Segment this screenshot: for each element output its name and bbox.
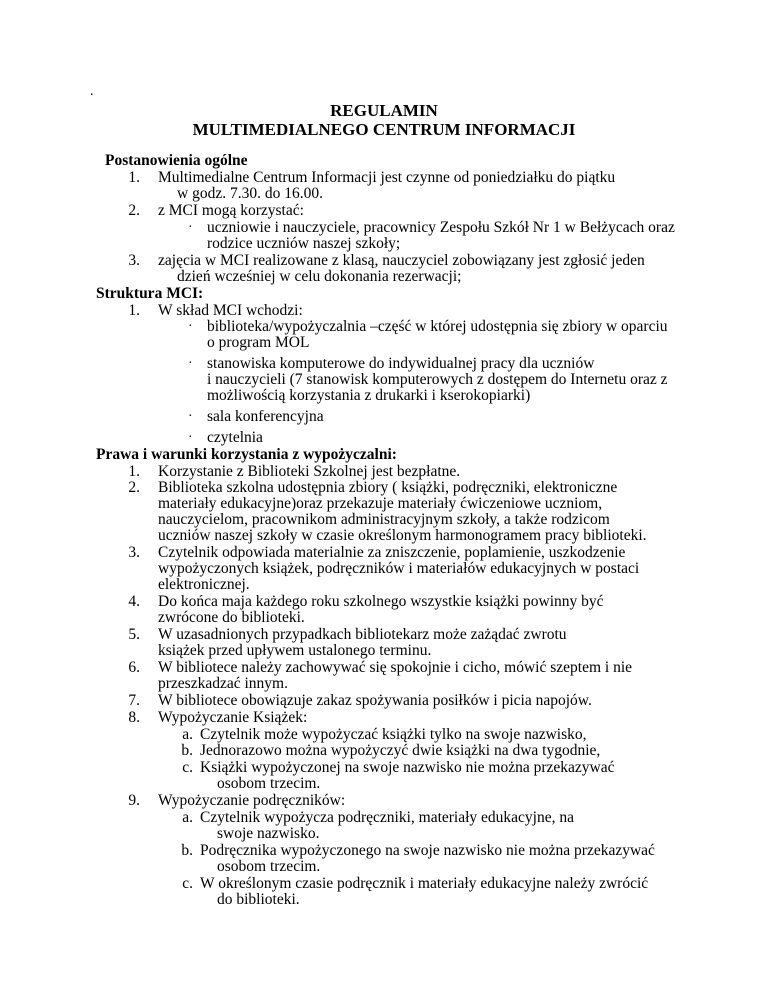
list-number: 9.: [128, 792, 140, 809]
sublist-letter: c.: [182, 759, 193, 776]
sublist-line: W określonym czasie podręcznik i materiały edukacyjne należy zwrócić: [200, 875, 649, 892]
bullet-line: biblioteka/wypożyczalnia –część w której udostępnia się zbiory w oparciu: [207, 318, 668, 335]
list-number: 1.: [128, 463, 140, 480]
document-subtitle: MULTIMEDIALNEGO CENTRUM INFORMACJI: [192, 120, 576, 139]
bullet: ·: [188, 220, 193, 235]
list-item-line: W bibliotece należy zachowywać się spokojnie i cicho, mówić szeptem i nie: [158, 659, 633, 676]
sublist-letter: a.: [182, 809, 193, 826]
list-item-line: Wypożyczanie Książek:: [158, 709, 308, 726]
list-item-line: w godz. 7.30. do 16.00.: [177, 185, 323, 202]
list-number: 3.: [128, 252, 140, 269]
list-item-line: Biblioteka szkolna udostępnia zbiory ( książki, podręczniki, elektroniczne: [158, 479, 618, 496]
sublist-line: swoje nazwisko.: [217, 825, 320, 842]
section-heading-rights: Prawa i warunki korzystania z wypożyczalni:: [96, 446, 397, 463]
list-item-line: nauczycielom, pracownikom administracyjnym szkoły, a także rodzicom: [158, 511, 610, 528]
list-item-line: zwrócone do biblioteki.: [158, 609, 305, 626]
list-number: 8.: [128, 709, 140, 726]
bullet-line: uczniowie i nauczyciele, pracownicy Zespołu Szkół Nr 1 w Bełżycach oraz: [207, 219, 675, 236]
section-heading-structure: Struktura MCI:: [96, 285, 204, 302]
sublist-line: do biblioteki.: [217, 891, 300, 908]
bullet-line: i nauczycieli (7 stanowisk komputerowych z dostępem do Internetu oraz z: [207, 371, 668, 388]
bullet: ·: [188, 356, 193, 371]
list-item-line: materiały edukacyjne)oraz przekazuje materiały ćwiczeniowe uczniom,: [158, 495, 603, 512]
sublist-line: Jednorazowo można wypożyczyć dwie książki na dwa tygodnie,: [200, 742, 601, 759]
bullet-line: stanowiska komputerowe do indywidualnej pracy dla uczniów: [207, 355, 595, 372]
list-number: 4.: [128, 593, 140, 610]
sublist-line: Czytelnik wypożycza podręczniki, materiały edukacyjne, na: [200, 809, 574, 826]
bullet-line: czytelnia: [207, 429, 263, 446]
list-number: 3.: [128, 544, 140, 561]
bullet: ·: [188, 409, 193, 424]
bullet-line: rodzice uczniów naszej szkoły;: [207, 235, 401, 252]
sublist-letter: a.: [182, 726, 193, 743]
list-item-line: W bibliotece obowiązuje zakaz spożywania posiłków i picia napojów.: [158, 692, 592, 709]
list-item-line: Do końca maja każdego roku szkolnego wszystkie książki powinny być: [158, 593, 604, 610]
bullet: ·: [188, 430, 193, 445]
list-item-line: książek przed upływem ustalonego terminu.: [158, 642, 432, 659]
list-item-line: Czytelnik odpowiada materialnie za zniszczenie, poplamienie, uszkodzenie: [158, 544, 626, 561]
list-item-line: zajęcia w MCI realizowane z klasą, nauczyciel zobowiązany jest zgłosić jeden: [158, 252, 645, 269]
sublist-letter: c.: [182, 875, 193, 892]
sublist-line: Czytelnik może wypożyczać książki tylko na swoje nazwisko,: [200, 726, 587, 743]
list-item-line: W skład MCI wchodzi:: [158, 302, 303, 319]
list-item-line: W uzasadnionych przypadkach bibliotekarz może zażądać zwrotu: [158, 626, 567, 643]
list-number: 1.: [128, 169, 140, 186]
bullet-line: o program MOL: [207, 334, 310, 351]
bullet: ·: [188, 319, 193, 334]
list-item-line: wypożyczonych książek, podręczników i materiałów edukacyjnych w postaci: [158, 560, 640, 577]
list-item-line: dzień wcześniej w celu dokonania rezerwacji;: [177, 268, 462, 285]
bullet-line: sala konferencyjna: [207, 408, 324, 425]
list-number: 2.: [128, 479, 140, 496]
list-number: 7.: [128, 692, 140, 709]
sublist-letter: b.: [181, 842, 193, 859]
sublist-line: Podręcznika wypożyczonego na swoje nazwisko nie można przekazywać: [200, 842, 655, 859]
list-item-line: Multimedialne Centrum Informacji jest czynne od poniedziałku do piątku: [158, 169, 616, 186]
list-item-line: z MCI mogą korzystać:: [158, 202, 304, 219]
sublist-line: Książki wypożyczonej na swoje nazwisko nie można przekazywać: [200, 759, 615, 776]
list-item-line: Korzystanie z Biblioteki Szkolnej jest bezpłatne.: [158, 463, 461, 480]
bullet-line: możliwością korzystania z drukarki i kserokopiarki): [207, 387, 531, 404]
list-item-line: Wypożyczanie podręczników:: [158, 792, 346, 809]
document-title: REGULAMIN: [330, 101, 438, 120]
page-mark: .: [90, 84, 94, 99]
list-item-line: przeszkadzać innym.: [158, 675, 288, 692]
section-heading-general: Postanowienia ogólne: [105, 152, 248, 169]
list-number: 1.: [128, 302, 140, 319]
list-item-line: uczniów naszej szkoły w czasie określonym harmonogramem pracy biblioteki.: [158, 527, 647, 544]
list-item-line: elektronicznej.: [158, 576, 250, 593]
list-number: 6.: [128, 659, 140, 676]
sublist-line: osobom trzecim.: [217, 775, 321, 792]
sublist-letter: b.: [181, 742, 193, 759]
sublist-line: osobom trzecim.: [217, 858, 321, 875]
list-number: 5.: [128, 626, 140, 643]
list-number: 2.: [128, 202, 140, 219]
